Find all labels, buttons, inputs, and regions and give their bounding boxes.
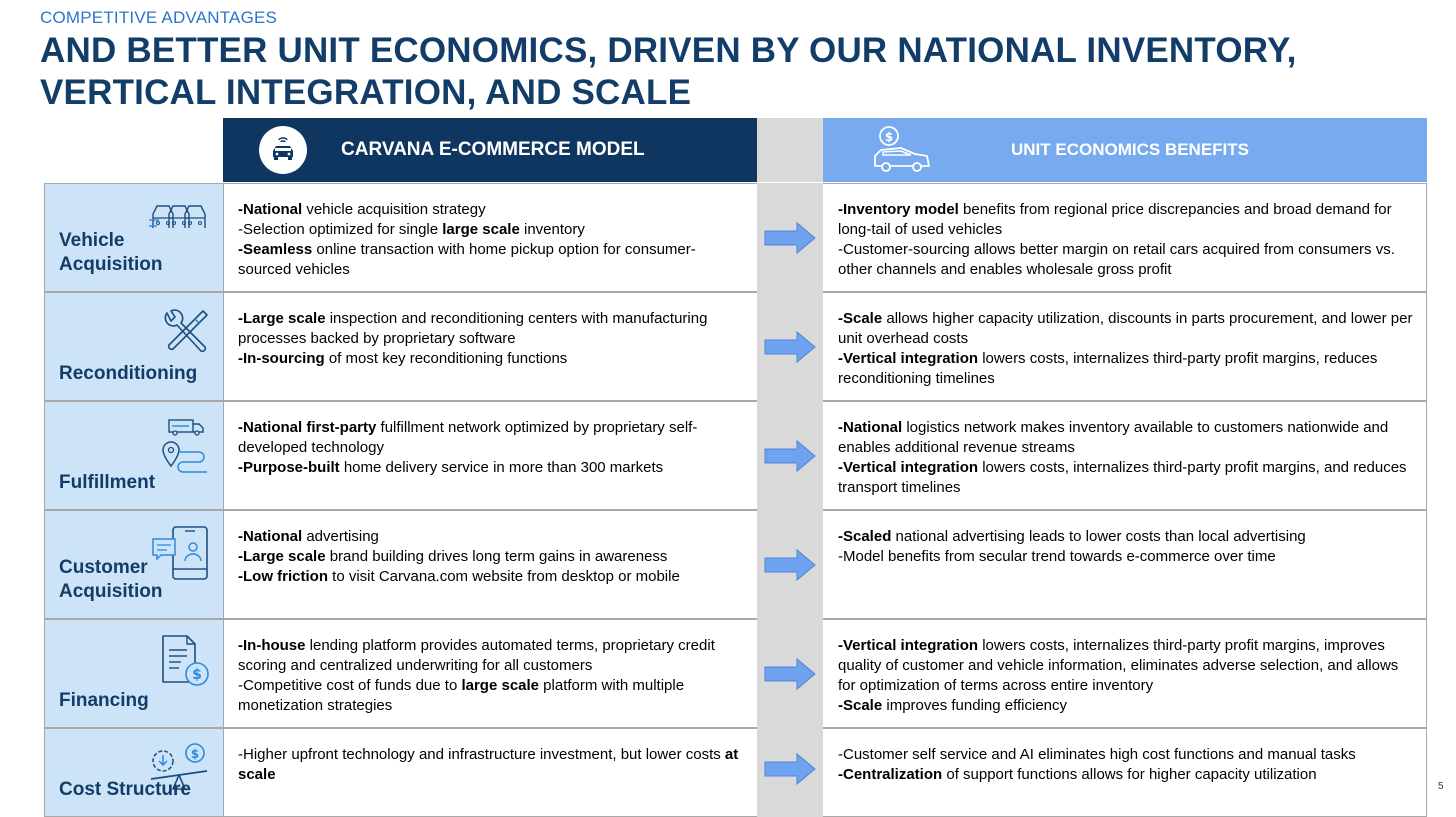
bold-term: -Vertical integration xyxy=(838,350,979,367)
page-title: AND BETTER UNIT ECONOMICS, DRIVEN BY OUR NATIONAL INVENTORY, VERTICAL INTEGRATION, AND SCALE xyxy=(40,31,1297,112)
arrow-cell xyxy=(757,510,823,619)
bullet-line xyxy=(838,765,1414,785)
header-left-title: CARVANA E-COMMERCE MODEL xyxy=(341,139,645,160)
bullet-line xyxy=(838,527,1414,547)
row-label: Cost Structure xyxy=(59,779,191,800)
bold-term: -National xyxy=(838,419,903,436)
bullet-line xyxy=(838,240,1414,280)
bullet-line xyxy=(238,636,747,676)
bold-term: -National xyxy=(238,201,303,218)
text-segment: brand building drives long term gains in awareness xyxy=(325,548,668,565)
right-arrow-icon xyxy=(763,657,817,691)
model-description-cell xyxy=(223,401,757,510)
car-dollar-icon xyxy=(871,124,935,176)
model-description-cell xyxy=(223,619,757,728)
text-segment: to visit Carvana.com website from desktop or mobile xyxy=(328,568,680,585)
text-segment: national advertising leads to lower costs than local advertising xyxy=(891,528,1306,545)
bold-term: at scale xyxy=(238,746,739,783)
text-segment: -Competitive cost of funds due to xyxy=(238,677,462,694)
bullet-line xyxy=(238,220,747,240)
text-segment: fulfillment network optimized by proprietary self-developed technology xyxy=(238,419,698,456)
benefit-description-cell xyxy=(823,619,1427,728)
bullet-line xyxy=(838,200,1414,240)
bullet-line xyxy=(838,458,1414,498)
text-segment: allows higher capacity utilization, discounts in parts procurement, and lower per unit overhead costs xyxy=(838,310,1413,347)
table-row xyxy=(44,510,1427,619)
row-label-cell xyxy=(44,401,223,510)
text-segment: advertising xyxy=(302,528,379,545)
benefit-description-cell xyxy=(823,292,1427,401)
row-label: Fulfillment xyxy=(59,472,156,493)
svg-text:$: $ xyxy=(192,667,202,683)
bullet-line xyxy=(238,200,747,220)
bullet-line xyxy=(238,676,747,716)
bold-term: -Centralization xyxy=(838,766,943,783)
bold-term: -Scale xyxy=(838,310,883,327)
text-segment: lending platform provides automated terms, proprietary credit scoring and centralized underwriting for all customers xyxy=(238,637,715,674)
bold-term: -National xyxy=(238,528,303,545)
bullet-line xyxy=(838,349,1414,389)
text-segment: vehicle acquisition strategy xyxy=(302,201,486,218)
text-segment: inventory xyxy=(519,221,585,238)
bold-term: -Large scale xyxy=(238,310,326,327)
model-description-cell xyxy=(223,510,757,619)
invoice-dollar-icon xyxy=(159,634,211,695)
car-icon xyxy=(259,126,307,174)
row-label-cell xyxy=(44,183,223,292)
model-description-cell xyxy=(223,292,757,401)
text-segment: lowers costs, internalizes third-party profit margins, improves quality of customer and vehicle information, eliminates adverse selection, and allows for optimization of terms across entire inventory xyxy=(838,637,1399,694)
right-arrow-icon xyxy=(763,752,817,786)
bullet-line xyxy=(838,696,1414,716)
tools-icon xyxy=(159,307,211,364)
bold-term: -In-house xyxy=(238,637,306,654)
bullet-line xyxy=(838,418,1414,458)
page-number: 5 xyxy=(1438,781,1444,792)
bullet-line xyxy=(238,547,747,567)
text-segment: improves funding efficiency xyxy=(882,697,1068,714)
text-segment: benefits from regional price discrepancies and broad demand for long-tail of used vehicles xyxy=(838,201,1392,238)
bullet-line xyxy=(838,636,1414,696)
bold-term: -In-sourcing xyxy=(238,350,325,367)
right-arrow-icon xyxy=(763,548,817,582)
row-label-cell xyxy=(44,728,223,817)
bold-term: -Scale xyxy=(838,697,883,714)
bullet-line xyxy=(838,309,1414,349)
row-label: Customer Acquisition xyxy=(59,557,163,602)
header-arrow-column xyxy=(757,118,823,182)
text-segment: platform with multiple monetization strategies xyxy=(238,677,685,714)
bold-term: -Purpose-built xyxy=(238,459,340,476)
text-segment: inspection and reconditioning centers with manufacturing processes backed by proprietary software xyxy=(238,310,708,347)
bullet-line xyxy=(238,240,747,280)
arrow-cell xyxy=(757,728,823,817)
header-carvana-model xyxy=(223,118,757,182)
text-segment: -Model benefits from secular trend towards e-commerce over time xyxy=(838,548,1276,565)
bullet-line xyxy=(238,349,747,369)
right-arrow-icon xyxy=(763,439,817,473)
bullet-line xyxy=(838,745,1414,765)
table-row xyxy=(44,619,1427,728)
text-segment: lowers costs, internalizes third-party profit margins, reduces reconditioning timelines xyxy=(838,350,1378,387)
benefit-description-cell xyxy=(823,728,1427,817)
text-segment: -Customer self service and AI eliminates high cost functions and manual tasks xyxy=(838,746,1356,763)
row-label-cell xyxy=(44,292,223,401)
row-label-cell xyxy=(44,619,223,728)
bold-term: -Large scale xyxy=(238,548,326,565)
bullet-line xyxy=(238,458,747,478)
text-segment: -Selection optimized for single xyxy=(238,221,443,238)
model-description-cell xyxy=(223,183,757,292)
svg-text:$: $ xyxy=(190,747,200,761)
arrow-cell xyxy=(757,183,823,292)
bold-term: large scale xyxy=(461,677,540,694)
header-right-title: UNIT ECONOMICS BENEFITS xyxy=(1011,140,1250,159)
bold-term: -Scaled xyxy=(838,528,892,545)
bold-term: -Seamless xyxy=(238,241,313,258)
arrow-cell xyxy=(757,401,823,510)
text-segment: lowers costs, internalizes third-party profit margins, and reduces transport timelines xyxy=(838,459,1407,496)
bold-term: large scale xyxy=(442,221,520,238)
bold-term: -Inventory model xyxy=(838,201,959,218)
bullet-line xyxy=(838,547,1414,567)
table-row xyxy=(44,292,1427,401)
model-description-cell xyxy=(223,728,757,817)
text-segment: home delivery service in more than 300 markets xyxy=(339,459,664,476)
benefit-description-cell xyxy=(823,401,1427,510)
text-segment: online transaction with home pickup option for consumer-sourced vehicles xyxy=(238,241,696,278)
right-arrow-icon xyxy=(763,221,817,255)
row-label: Vehicle Acquisition xyxy=(59,230,163,275)
table-row xyxy=(44,183,1427,292)
benefit-description-cell xyxy=(823,183,1427,292)
text-segment: of most key reconditioning functions xyxy=(324,350,568,367)
table-row xyxy=(44,728,1427,817)
row-label: Financing xyxy=(59,690,149,711)
section-kicker: COMPETITIVE ADVANTAGES xyxy=(40,8,278,27)
bold-term: -Vertical integration xyxy=(838,459,979,476)
header-unit-economics xyxy=(823,118,1427,182)
bullet-line xyxy=(238,418,747,458)
text-segment: of support functions allows for higher capacity utilization xyxy=(942,766,1317,783)
text-segment: -Higher upfront technology and infrastructure investment, but lower costs xyxy=(238,746,725,763)
benefit-description-cell xyxy=(823,510,1427,619)
bold-term: -Vertical integration xyxy=(838,637,979,654)
svg-text:$: $ xyxy=(884,130,894,144)
arrow-cell xyxy=(757,292,823,401)
bullet-line xyxy=(238,567,747,587)
text-segment: -Customer-sourcing allows better margin on retail cars acquired from consumers vs. other channels and enables wholesale gross profit xyxy=(838,241,1395,278)
table-row xyxy=(44,401,1427,510)
text-segment: logistics network makes inventory available to customers nationwide and enables additional revenue streams xyxy=(838,419,1389,456)
bullet-line xyxy=(238,309,747,349)
bullet-line xyxy=(238,745,747,785)
bullet-line xyxy=(238,527,747,547)
row-label-cell xyxy=(44,510,223,619)
row-label: Reconditioning xyxy=(59,363,198,384)
bold-term: -National first-party xyxy=(238,419,377,436)
arrow-cell xyxy=(757,619,823,728)
right-arrow-icon xyxy=(763,330,817,364)
bold-term: -Low friction xyxy=(238,568,328,585)
